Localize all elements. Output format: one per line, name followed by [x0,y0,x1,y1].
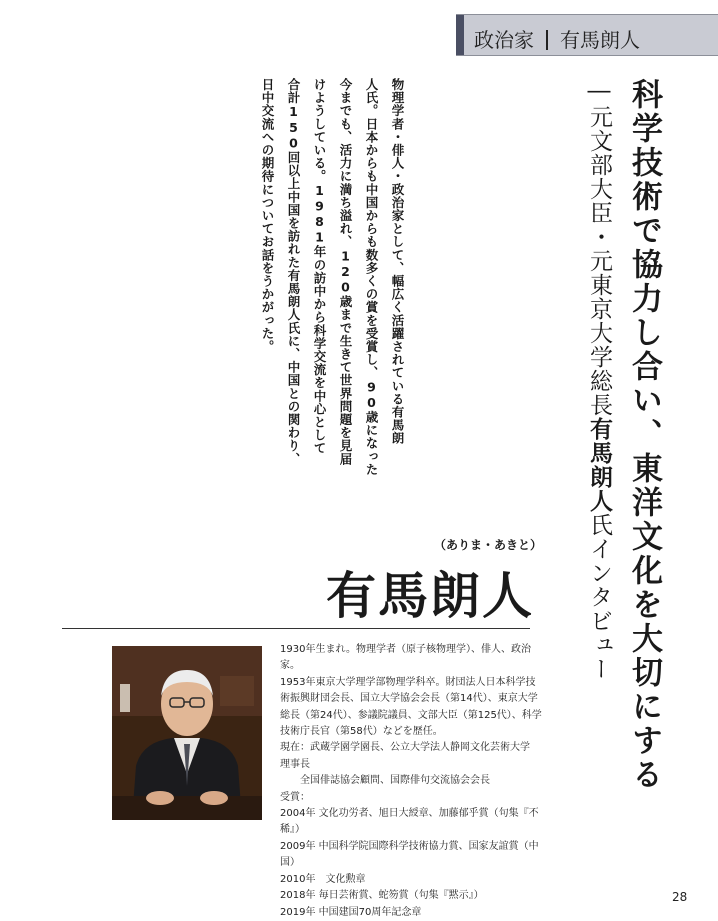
bio-line: 国） [280,857,300,869]
category-ribbon [456,15,464,55]
bio-line: 受賞： [280,791,310,803]
profile-bio [280,642,542,921]
bio-line: 術振興財団会長、国立大学協会会長（第14代）、東京大学 [280,693,538,705]
divider [62,628,530,629]
intro-line: けようしている。1981年の訪中から科学交流を中心として [312,78,327,455]
intro-line: 日中交流への期待についてお話をうかがった。 [260,78,275,354]
bio-line: 1953年東京大学理学部物理学科卒。財団法人日本科学技 [280,676,536,688]
bio-line: 全国俳誌協会顧問、国際俳句交流協会会長 [300,775,490,787]
category-separator [546,30,548,50]
bio-line: 1930年生まれ。物理学者（原子核物理学）、俳人、政治家。 [280,644,532,672]
subheadline-suffix: 氏インタビュー [586,513,612,681]
bio-line: 2009年 中国科学院国際科学技術協力賞、国家友誼賞（中 [280,840,539,852]
bio-line: 2018年 毎日芸術賞、蛇笏賞（句集『黙示』） [280,890,484,902]
category-label: 政治家 [474,28,534,52]
intro-line: 今までも、活力に満ち溢れ、120歳まで生きて世界問題を見届 [338,78,353,466]
portrait-illustration [112,646,262,820]
bio-line: 理事長 [280,758,310,770]
bio-line: 2004年 文化功労者、旭日大綬章、加藤郁乎賞（句集『不稀』） [280,808,539,836]
headline: 科学技術で協力し合い、東洋文化を大切にする [626,78,662,792]
portrait-photo [112,646,262,820]
intro-line: 合計150回以上中国を訪れた有馬朗人氏に、中国との関わり、 [286,78,301,466]
subheadline [584,78,614,681]
bio-line: 総長（第24代）、参議院議員、文部大臣（第125代）、科学 [280,709,542,721]
subheadline-name: 有馬朗人 [586,417,612,513]
bio-line: 技術庁長官（第58代）などを歴任。 [280,726,443,738]
bio-line: 現在：武蔵学園学園長、公立大学法人静岡文化芸術大学 [280,742,530,754]
intro-text [254,78,410,518]
profile-name: 有馬朗人 [326,567,534,625]
bio-line: 2010年 文化勲章 [280,873,366,885]
bio-line: 2019年 中国建国70周年記念章 [280,906,422,918]
intro-line: 物理学者・俳人・政治家として、幅広く活躍されている有馬朗 [390,78,405,445]
page-number: 28 [672,890,688,904]
category-tab [456,14,718,56]
category-person: 有馬朗人 [560,28,640,52]
intro-line: 人氏。日本からも中国からも数多くの賞を受賞し、90歳になった [364,78,379,476]
category-text [474,24,640,53]
name-furigana: （ありま・あきと） [434,538,543,552]
subheadline-prefix: ―元文部大臣・元東京大学総長 [586,78,612,417]
